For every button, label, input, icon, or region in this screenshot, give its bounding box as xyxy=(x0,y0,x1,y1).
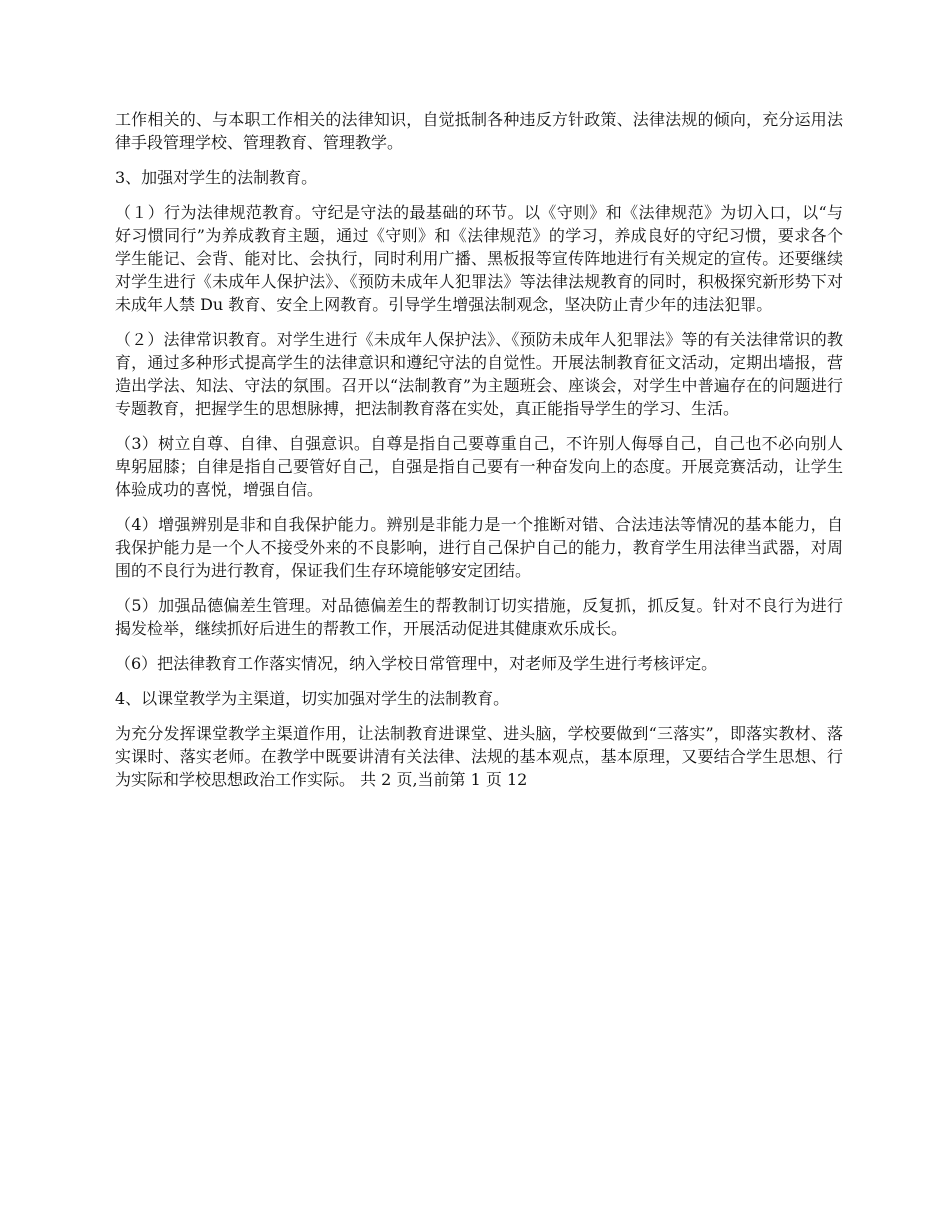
paragraph-classroom-teaching: 为充分发挥课堂教学主渠道作用，让法制教育进课堂、进头脑，学校要做到“三落实”，即落实教材、落实课时、落实老师。在教学中既要讲清有关法律、法规的基本观点，基本原理，又要结合学生思想、行为实际和学校思想政治工作实际。 共 2 页,当前第 1 页 12 xyxy=(115,724,843,789)
paragraph-item-2: （２）法律常识教育。对学生进行《未成年人保护法》、《预防未成年人犯罪法》等的有关法律常识的教育，通过多种形式提高学生的法律意识和遵纪守法的自觉性。开展法制教育征文活动，定期出墙报，营造出学法、知法、守法的氛围。召开以“法制教育”为主题班会、座谈会，对学生中普遍存在的问题进行专题教育，把握学生的思想脉搏，把法制教育落在实处，真正能指导学生的学习、生活。 xyxy=(115,330,843,418)
paragraph-intro-continuation: 工作相关的、与本职工作相关的法律知识，自觉抵制各种违反方针政策、法律法规的倾向，充分运用法律手段管理学校、管理教育、管理教学。 xyxy=(115,110,843,152)
paragraph-item-1: （１）行为法律规范教育。守纪是守法的最基础的环节。以《守则》和《法律规范》为切入口，以“与好习惯同行”为养成教育主题，通过《守则》和《法律规范》的学习，养成良好的守纪习惯，要求各个学生能记、会背、能对比、会执行，同时利用广播、黑板报等宣传阵地进行有关规定的宣传。还要继续对学生进行《未成年人保护法》、《预防未成年人犯罪法》等法律法规教育的同时，积极探究新形势下对未成年人禁 Du 教育、安全上网教育。引导学生增强法制观念，坚决防止青少年的违法犯罪。 xyxy=(115,203,843,314)
paragraph-item-4: （4）增强辨别是非和自我保护能力。辨别是非能力是一个推断对错、合法违法等情况的基本能力，自我保护能力是一个人不接受外来的不良影响，进行自己保护自己的能力，教育学生用法律当武器，对周围的不良行为进行教育，保证我们生存环境能够安定团结。 xyxy=(115,515,843,580)
paragraph-item-5: （5）加强品德偏差生管理。对品德偏差生的帮教制订切实措施，反复抓，抓反复。针对不良行为进行揭发检举，继续抓好后进生的帮教工作，开展活动促进其健康欢乐成长。 xyxy=(115,596,843,638)
paragraph-item-3: （3）树立自尊、自律、自强意识。自尊是指自己要尊重自己，不许别人侮辱自己，自己也不必向别人卑躬屈膝；自律是指自己要管好自己，自强是指自己要有一种奋发向上的态度。开展竞赛活动，让学生体验成功的喜悦，增强自信。 xyxy=(115,434,843,499)
paragraph-item-6: （6）把法律教育工作落实情况，纳入学校日常管理中，对老师及学生进行考核评定。 xyxy=(115,654,718,673)
heading-section-3: 3、加强对学生的法制教育。 xyxy=(115,168,318,187)
heading-section-4: 4、以课堂教学为主渠道，切实加强对学生的法制教育。 xyxy=(115,689,510,708)
document-page xyxy=(115,108,843,803)
